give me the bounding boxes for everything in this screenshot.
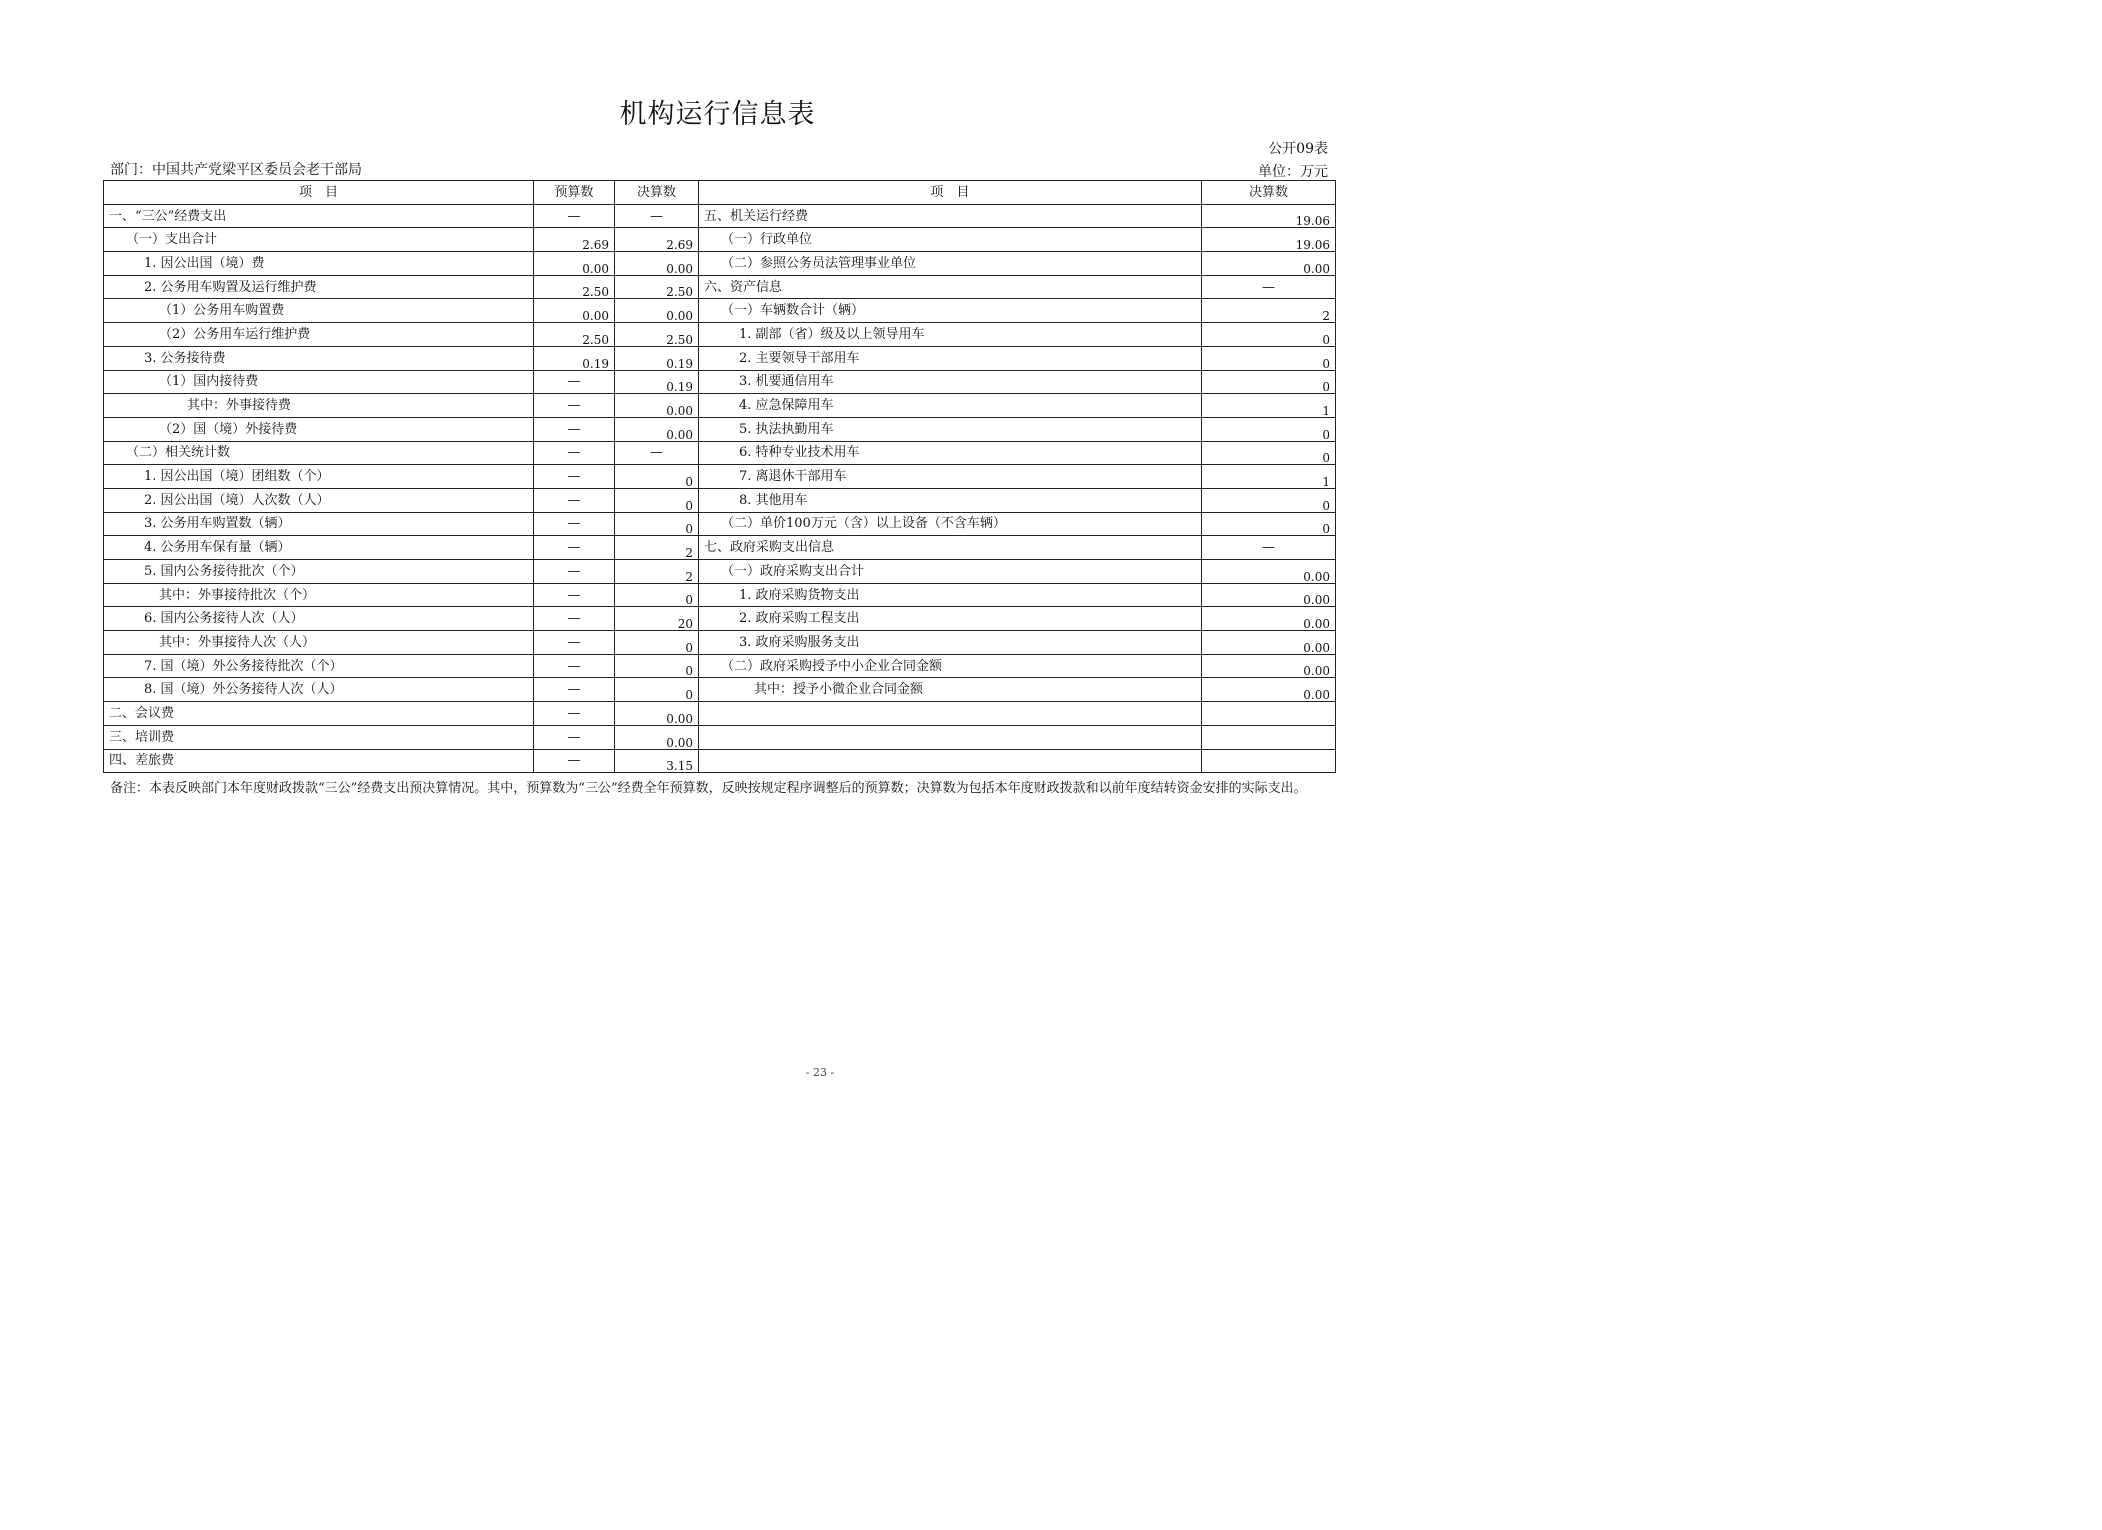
right-item-cell: 7. 离退休干部用车: [699, 465, 1202, 489]
budget-cell: —: [534, 204, 615, 228]
budget-cell: 2.50: [534, 323, 615, 347]
right-final-cell: 19.06: [1202, 204, 1336, 228]
page-number: - 23 -: [805, 1066, 835, 1079]
left-item-cell: 其中：外事接待费: [104, 394, 534, 418]
left-item-cell: （二）相关统计数: [104, 441, 534, 465]
right-item-cell: （二）政府采购授予中小企业合同金额: [699, 654, 1202, 678]
final-cell: 2.50: [615, 323, 699, 347]
right-final-cell: 0.00: [1202, 583, 1336, 607]
page-title: 机构运行信息表: [619, 99, 816, 130]
left-item-cell: （2）公务用车运行维护费: [104, 323, 534, 347]
budget-cell: —: [534, 725, 615, 749]
table-row: [104, 702, 1336, 726]
left-item-cell: 7. 国（境）外公务接待批次（个）: [104, 654, 534, 678]
table-row: [104, 488, 1336, 512]
right-item-cell: 8. 其他用车: [699, 488, 1202, 512]
header-left-item: 项 目: [104, 181, 534, 205]
final-cell: 0: [615, 654, 699, 678]
table-row: [104, 512, 1336, 536]
right-item-cell: 七、政府采购支出信息: [699, 536, 1202, 560]
right-final-cell: 19.06: [1202, 228, 1336, 252]
final-cell: 0: [615, 583, 699, 607]
left-item-cell: 1. 因公出国（境）团组数（个）: [104, 465, 534, 489]
table-row: [104, 394, 1336, 418]
right-final-cell: [1202, 725, 1336, 749]
budget-cell: —: [534, 536, 615, 560]
table-row: [104, 678, 1336, 702]
budget-cell: —: [534, 417, 615, 441]
right-final-cell: 0.00: [1202, 654, 1336, 678]
operation-info-table: [103, 180, 1336, 773]
final-cell: —: [615, 441, 699, 465]
right-item-cell: 2. 政府采购工程支出: [699, 607, 1202, 631]
right-item-cell: 五、机关运行经费: [699, 204, 1202, 228]
final-cell: 0.00: [615, 252, 699, 276]
final-cell: 2: [615, 560, 699, 584]
right-item-cell: 六、资产信息: [699, 275, 1202, 299]
left-item-cell: 其中：外事接待人次（人）: [104, 631, 534, 655]
left-item-cell: （1）国内接待费: [104, 370, 534, 394]
budget-cell: 2.69: [534, 228, 615, 252]
final-cell: 2: [615, 536, 699, 560]
table-row: [104, 346, 1336, 370]
right-item-cell: [699, 702, 1202, 726]
budget-cell: —: [534, 394, 615, 418]
left-item-cell: 3. 公务接待费: [104, 346, 534, 370]
left-item-cell: 4. 公务用车保有量（辆）: [104, 536, 534, 560]
table-row: [104, 536, 1336, 560]
table-row: [104, 275, 1336, 299]
right-final-cell: 0.00: [1202, 607, 1336, 631]
budget-cell: 0.19: [534, 346, 615, 370]
left-item-cell: 3. 公务用车购置数（辆）: [104, 512, 534, 536]
budget-cell: —: [534, 488, 615, 512]
footnote: 备注：本表反映部门本年度财政拨款“三公”经费支出预决算情况。其中，预算数为“三公”经费全年预算数，反映按规定程序调整后的预算数；决算数为包括本年度财政拨款和以前年度结转资金安排的实际支出。: [110, 781, 1307, 796]
budget-cell: —: [534, 441, 615, 465]
table-row: [104, 654, 1336, 678]
right-item-cell: 4. 应急保障用车: [699, 394, 1202, 418]
right-final-cell: 0: [1202, 417, 1336, 441]
budget-cell: —: [534, 678, 615, 702]
right-final-cell: 1: [1202, 394, 1336, 418]
table-row: [104, 204, 1336, 228]
right-item-cell: 5. 执法执勤用车: [699, 417, 1202, 441]
right-item-cell: [699, 749, 1202, 773]
budget-cell: 0.00: [534, 299, 615, 323]
header-right-item: 项 目: [699, 181, 1202, 205]
final-cell: —: [615, 204, 699, 228]
budget-cell: —: [534, 654, 615, 678]
budget-cell: —: [534, 512, 615, 536]
right-item-cell: （一）行政单位: [699, 228, 1202, 252]
table-row: [104, 228, 1336, 252]
table-header-row: [104, 181, 1336, 205]
budget-cell: —: [534, 749, 615, 773]
budget-cell: —: [534, 560, 615, 584]
table-row: [104, 299, 1336, 323]
budget-cell: —: [534, 607, 615, 631]
final-cell: 0.00: [615, 702, 699, 726]
budget-cell: —: [534, 631, 615, 655]
left-item-cell: （1）公务用车购置费: [104, 299, 534, 323]
final-cell: 0: [615, 631, 699, 655]
left-item-cell: 三、培训费: [104, 725, 534, 749]
final-cell: 0.19: [615, 370, 699, 394]
left-item-cell: 6. 国内公务接待人次（人）: [104, 607, 534, 631]
right-item-cell: 1. 政府采购货物支出: [699, 583, 1202, 607]
final-cell: 0: [615, 512, 699, 536]
final-cell: 0: [615, 465, 699, 489]
table-row: [104, 607, 1336, 631]
right-item-cell: （一）车辆数合计（辆）: [699, 299, 1202, 323]
right-item-cell: 6. 特种专业技术用车: [699, 441, 1202, 465]
final-cell: 0.00: [615, 299, 699, 323]
table-row: [104, 465, 1336, 489]
right-final-cell: 0.00: [1202, 252, 1336, 276]
header-final: 决算数: [615, 181, 699, 205]
right-final-cell: 0: [1202, 488, 1336, 512]
form-number: 公开09表: [1268, 141, 1328, 157]
final-cell: 0: [615, 488, 699, 512]
left-item-cell: 一、“三公”经费支出: [104, 204, 534, 228]
final-cell: 0.00: [615, 394, 699, 418]
right-item-cell: [699, 725, 1202, 749]
right-item-cell: 3. 政府采购服务支出: [699, 631, 1202, 655]
right-final-cell: 0: [1202, 323, 1336, 347]
left-item-cell: 2. 因公出国（境）人次数（人）: [104, 488, 534, 512]
final-cell: 0: [615, 678, 699, 702]
right-item-cell: （一）政府采购支出合计: [699, 560, 1202, 584]
left-item-cell: （一）支出合计: [104, 228, 534, 252]
left-item-cell: 四、差旅费: [104, 749, 534, 773]
left-item-cell: （2）国（境）外接待费: [104, 417, 534, 441]
right-final-cell: 0.00: [1202, 631, 1336, 655]
header-budget: 预算数: [534, 181, 615, 205]
right-item-cell: 1. 副部（省）级及以上领导用车: [699, 323, 1202, 347]
left-item-cell: 1. 因公出国（境）费: [104, 252, 534, 276]
budget-cell: —: [534, 465, 615, 489]
table-row: [104, 560, 1336, 584]
final-cell: 3.15: [615, 749, 699, 773]
budget-cell: 2.50: [534, 275, 615, 299]
final-cell: 0.00: [615, 725, 699, 749]
right-final-cell: [1202, 702, 1336, 726]
final-cell: 20: [615, 607, 699, 631]
left-item-cell: 二、会议费: [104, 702, 534, 726]
left-item-cell: 其中：外事接待批次（个）: [104, 583, 534, 607]
right-final-cell: 0: [1202, 370, 1336, 394]
right-final-cell: 0: [1202, 441, 1336, 465]
table-row: [104, 583, 1336, 607]
right-item-cell: 3. 机要通信用车: [699, 370, 1202, 394]
left-item-cell: 2. 公务用车购置及运行维护费: [104, 275, 534, 299]
final-cell: 0.19: [615, 346, 699, 370]
table-row: [104, 441, 1336, 465]
table-row: [104, 417, 1336, 441]
right-item-cell: 其中：授予小微企业合同金额: [699, 678, 1202, 702]
table-row: [104, 725, 1336, 749]
right-final-cell: —: [1202, 536, 1336, 560]
right-item-cell: （二）单价100万元（含）以上设备（不含车辆）: [699, 512, 1202, 536]
final-cell: 2.50: [615, 275, 699, 299]
right-final-cell: [1202, 749, 1336, 773]
unit-label: 单位：万元: [1258, 164, 1328, 180]
header-right-final: 决算数: [1202, 181, 1336, 205]
right-final-cell: 0.00: [1202, 678, 1336, 702]
right-final-cell: 0.00: [1202, 560, 1336, 584]
right-final-cell: —: [1202, 275, 1336, 299]
left-item-cell: 5. 国内公务接待批次（个）: [104, 560, 534, 584]
right-final-cell: 2: [1202, 299, 1336, 323]
table-row: [104, 252, 1336, 276]
budget-cell: —: [534, 702, 615, 726]
right-item-cell: 2. 主要领导干部用车: [699, 346, 1202, 370]
final-cell: 2.69: [615, 228, 699, 252]
table-row: [104, 370, 1336, 394]
right-final-cell: 1: [1202, 465, 1336, 489]
table-row: [104, 749, 1336, 773]
right-item-cell: （二）参照公务员法管理事业单位: [699, 252, 1202, 276]
right-final-cell: 0: [1202, 346, 1336, 370]
table-row: [104, 323, 1336, 347]
department-label: 部门：中国共产党梁平区委员会老干部局: [110, 162, 362, 178]
right-final-cell: 0: [1202, 512, 1336, 536]
table-row: [104, 631, 1336, 655]
left-item-cell: 8. 国（境）外公务接待人次（人）: [104, 678, 534, 702]
budget-cell: —: [534, 583, 615, 607]
budget-cell: —: [534, 370, 615, 394]
budget-cell: 0.00: [534, 252, 615, 276]
final-cell: 0.00: [615, 417, 699, 441]
